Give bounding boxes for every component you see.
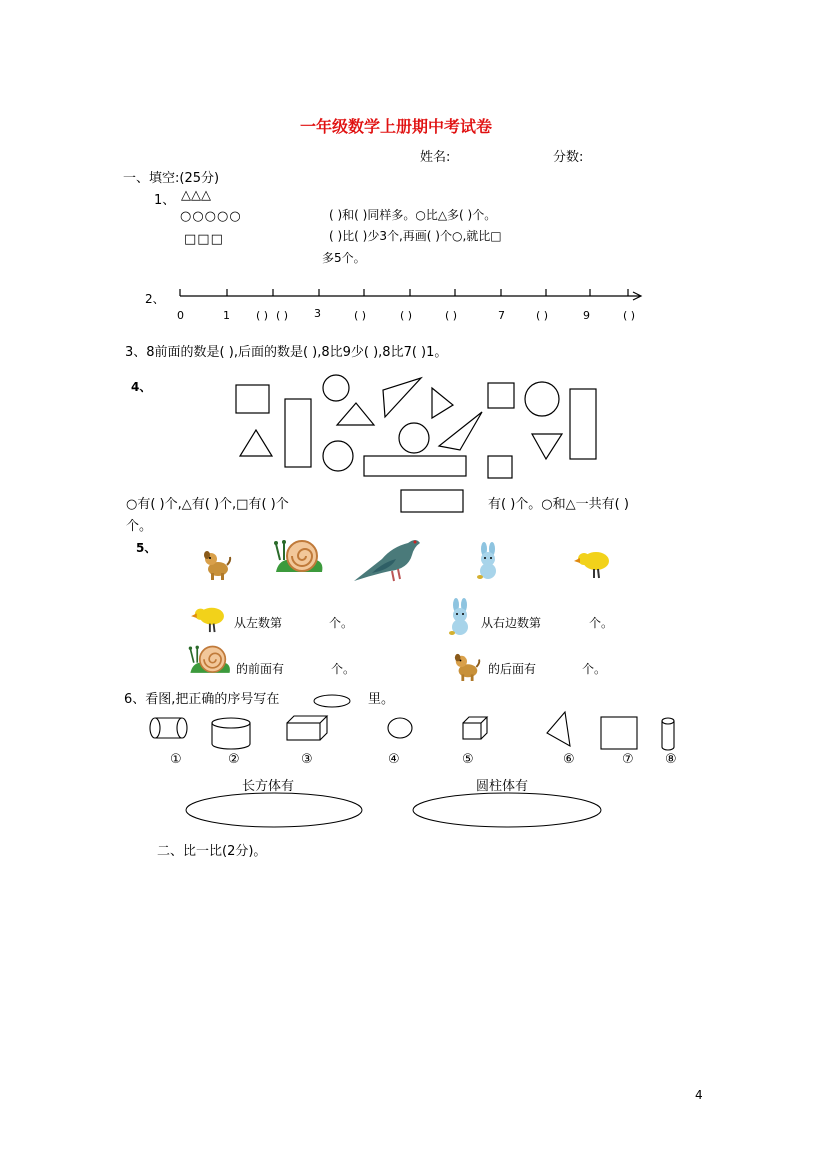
- q1-number: 1、: [154, 193, 176, 208]
- number-line-label: ( ): [400, 309, 413, 322]
- q4-answer-part-c: 个。: [126, 519, 153, 534]
- q5-left-label: 从左数第: [234, 616, 283, 630]
- solid-number-label: ⑧: [665, 752, 677, 767]
- q1-triangles: △△△: [181, 188, 211, 203]
- q4-number: 4、: [131, 380, 152, 394]
- solid-number-label: ⑦: [622, 752, 634, 767]
- q5-right-unit: 个。: [589, 616, 614, 630]
- name-label: 姓名:: [420, 150, 451, 165]
- cuboid-label: 长方体有: [242, 779, 295, 794]
- q5-number: 5、: [136, 541, 157, 555]
- number-line-label: 7: [498, 309, 505, 322]
- q1-line1: ( )和( )同样多。○比△多( )个。: [329, 208, 497, 222]
- q1-line3: 多5个。: [322, 251, 366, 265]
- number-line-label: ( ): [445, 309, 458, 322]
- cylinder-label: 圆柱体有: [476, 779, 529, 794]
- q6-prompt-end: 里。: [368, 692, 395, 707]
- q1-circles: ○○○○○: [180, 209, 242, 224]
- score-label: 分数:: [553, 150, 584, 165]
- q5-right-label: 从右边数第: [481, 616, 542, 630]
- q6-prompt: 6、看图,把正确的序号写在: [124, 692, 280, 707]
- number-line-label: ( ): [536, 309, 549, 322]
- solid-number-label: ④: [388, 752, 400, 767]
- number-line-label: 1: [223, 309, 230, 322]
- cylinder-answer-oval: [413, 793, 601, 827]
- number-line-label: 0: [177, 309, 184, 322]
- q1-squares: □□□: [184, 232, 224, 247]
- q5-back-unit: 个。: [582, 662, 607, 676]
- number-line-label: ( ): [276, 309, 289, 322]
- number-line-label: ( ): [354, 309, 367, 322]
- q1-line2: ( )比( )少3个,再画( )个○,就比□: [329, 229, 502, 243]
- solid-number-label: ⑤: [462, 752, 474, 767]
- q5-back-label: 的后面有: [488, 662, 537, 676]
- number-line-label: 9: [583, 309, 590, 322]
- q4-answer-part-a: ○有( )个,△有( )个,□有( )个: [126, 497, 289, 512]
- number-line-label: ( ): [623, 309, 636, 322]
- page-number: 4: [695, 1088, 703, 1102]
- section2-heading: 二、比一比(2分)。: [157, 844, 267, 859]
- section1-heading: 一、填空:(25分): [123, 171, 220, 186]
- q3-text: 3、8前面的数是( ),后面的数是( ),8比9少( ),8比7( )1。: [125, 345, 448, 360]
- solid-number-label: ②: [228, 752, 240, 767]
- cuboid-answer-oval: [186, 793, 362, 827]
- solid-number-label: ③: [301, 752, 313, 767]
- solid-number-label: ①: [170, 752, 182, 767]
- q4-answer-part-b: 有( )个。○和△一共有( ): [488, 497, 629, 512]
- page-title: 一年级数学上册期中考试卷: [300, 117, 493, 136]
- q5-front-label: 的前面有: [236, 662, 285, 676]
- number-line-label: ( ): [256, 309, 269, 322]
- q5-front-unit: 个。: [331, 662, 356, 676]
- number-line-label: 3: [314, 307, 321, 320]
- q2-number: 2、: [145, 292, 165, 306]
- q5-left-unit: 个。: [329, 616, 354, 630]
- solid-number-label: ⑥: [563, 752, 575, 767]
